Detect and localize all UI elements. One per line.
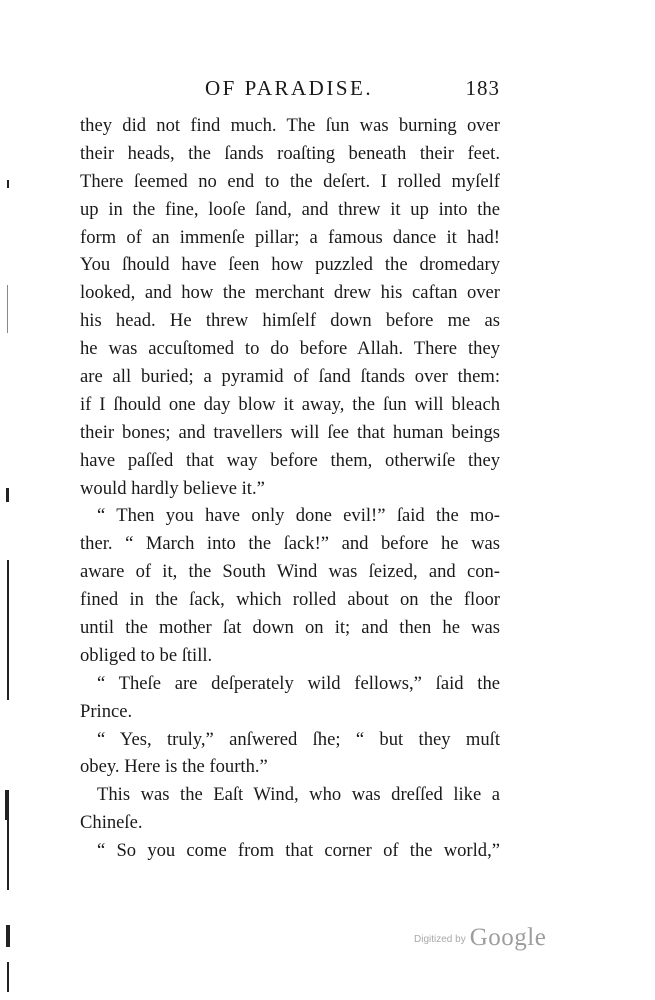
text-line: until the mother ſat down on it; and then he was [80,617,500,639]
watermark-prefix: Digitized by [414,934,466,945]
scan-mark [7,285,8,333]
running-head [80,76,500,106]
scan-mark [7,962,9,992]
google-logo: Google [469,924,547,951]
text-line: obliged to be ſtill. [80,644,213,666]
scan-mark [7,560,9,700]
text-line: he was accuſtomed to do before Allah. There they [80,338,500,360]
text-line: “ So you come from that corner of the world,” [97,840,500,862]
text-line: ther. “ March into the ſack!” and before he was [80,533,500,555]
text-line: fined in the ſack, which rolled about on the floor [80,589,500,611]
text-line: looked, and how the merchant drew his caftan over [80,282,500,304]
text-line: You ſhould have ſeen how puzzled the dromedary [80,254,500,276]
text-line: their bones; and travellers will ſee that human beings [80,421,500,443]
google-watermark [414,924,546,952]
text-line: “ Theſe are deſperately wild fellows,” ſaid the [97,672,500,694]
text-line: if I ſhould one day blow it away, the ſun will bleach [80,393,500,415]
running-title: OF PARADISE. [205,76,374,100]
text-line: There ſeemed no end to the deſert. I rolled myſelf [80,170,500,192]
scan-mark [7,820,9,890]
page-number: 183 [465,76,500,100]
text-line: their heads, the ſands roaſting beneath their feet. [80,142,500,164]
text-line: “ Then you have only done evil!” ſaid the mo- [97,505,500,527]
scan-mark [6,925,10,947]
scan-mark [6,488,9,502]
text-line: his head. He threw himſelf down before me as [80,310,500,332]
text-line: would hardly believe it.” [80,477,265,499]
scan-mark [5,790,9,820]
text-line: This was the Eaſt Wind, who was dreſſed like a [97,784,500,806]
text-line: form of an immenſe pillar; a famous dance it had! [80,226,500,248]
text-line: Prince. [80,700,133,722]
text-line: are all buried; a pyramid of ſand ſtands over them: [80,366,500,388]
scan-mark [7,180,9,188]
text-line: up in the fine, looſe ſand, and threw it up into the [80,198,500,220]
text-line: Chineſe. [80,812,143,834]
text-line: obey. Here is the fourth.” [80,756,268,778]
body-text [80,112,500,865]
text-line: aware of it, the South Wind was ſeized, and con- [80,561,500,583]
text-line: “ Yes, truly,” anſwered ſhe; “ but they muſt [97,728,500,750]
text-line: they did not find much. The ſun was burning over [80,115,500,136]
text-line: have paſſed that way before them, otherwiſe they [80,449,500,471]
